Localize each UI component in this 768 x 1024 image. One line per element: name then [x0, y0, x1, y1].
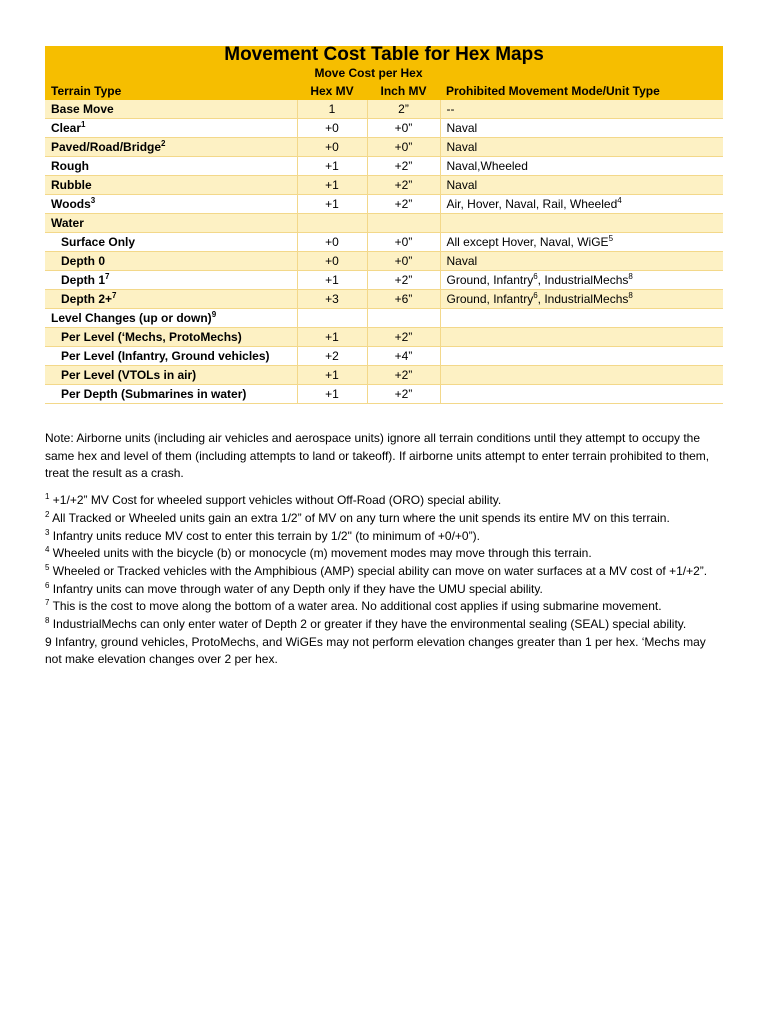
header-terrain: Terrain Type [45, 82, 297, 100]
column-header-row [45, 82, 723, 100]
terrain-cell: Per Depth (Submarines in water) [45, 385, 297, 404]
table-row [45, 290, 723, 309]
footnote: $^6$ Infantry units can move through water of any Depth only if they have the UMU special ability. [45, 580, 543, 596]
inch-mv-cell: +2” [367, 366, 440, 385]
notes-section [45, 430, 725, 669]
airborne-note: Note: Airborne units (including air vehicles and aerospace units) ignore all terrain conditions until they attempt to occupy the same hex and level of them (including attempts to land or takeoff). If airborne units attempt to enter terrain prohibited to them, treat the result as a crash. [45, 431, 710, 481]
footnotes-list [45, 492, 725, 634]
prohibited-cell [440, 385, 723, 404]
prohibited-cell: Naval [440, 252, 723, 271]
prohibited-cell: Air, Hover, Naval, Rail, Wheeled$^4$ [440, 195, 723, 214]
table-row [45, 176, 723, 195]
header-prohibited: Prohibited Movement Mode/Unit Type [440, 82, 723, 100]
inch-mv-cell: +2” [367, 271, 440, 290]
hex-mv-cell: +1 [297, 328, 367, 347]
hex-mv-cell: +2 [297, 347, 367, 366]
table-row [45, 309, 723, 328]
inch-mv-cell: +2” [367, 328, 440, 347]
inch-mv-cell: +0” [367, 138, 440, 157]
terrain-cell: Rubble [45, 176, 297, 195]
table-row [45, 271, 723, 290]
footnote: $^5$ Wheeled or Tracked vehicles with the Amphibious (AMP) special ability can move on water surfaces at a MV cost of +1/+2”. [45, 562, 708, 578]
hex-mv-cell: 1 [297, 100, 367, 119]
table-title: Movement Cost Table for Hex Maps [45, 46, 723, 64]
terrain-cell: Per Level (Infantry, Ground vehicles) [45, 347, 297, 366]
table-row [45, 385, 723, 404]
terrain-cell: Depth 0 [45, 252, 297, 271]
hex-mv-cell: +0 [297, 252, 367, 271]
terrain-cell: Paved/Road/Bridge$^2$ [45, 138, 297, 157]
terrain-cell: Per Level (VTOLs in air) [45, 366, 297, 385]
header-inch-mv: Inch MV [367, 82, 440, 100]
inch-mv-cell: +0” [367, 233, 440, 252]
group-header: Move Cost per Hex [297, 64, 440, 82]
inch-mv-cell: +2” [367, 176, 440, 195]
inch-mv-cell: +2” [367, 195, 440, 214]
movement-cost-table [45, 46, 723, 404]
inch-mv-cell: +0” [367, 252, 440, 271]
inch-mv-cell: +6” [367, 290, 440, 309]
terrain-cell: Depth 2+$^7$ [45, 290, 297, 309]
prohibited-cell: All except Hover, Naval, WiGE$^5$ [440, 233, 723, 252]
table [45, 46, 723, 404]
footnote: $^8$ IndustrialMechs can only enter water of Depth 2 or greater if they have the environmental sealing (SEAL) special ability. [45, 616, 687, 632]
table-row [45, 138, 723, 157]
terrain-cell: Level Changes (up or down)$^9$ [45, 309, 297, 328]
table-row [45, 252, 723, 271]
terrain-cell: Rough [45, 157, 297, 176]
inch-mv-cell [367, 214, 440, 233]
table-row [45, 366, 723, 385]
inch-mv-cell: 2” [367, 100, 440, 119]
hex-mv-cell: +0 [297, 119, 367, 138]
terrain-cell: Clear$^1$ [45, 119, 297, 138]
hex-mv-cell: +1 [297, 271, 367, 290]
prohibited-cell: -- [440, 100, 723, 119]
prohibited-cell [440, 366, 723, 385]
table-title-row [45, 46, 723, 64]
terrain-cell: Depth $1^7$ [45, 271, 297, 290]
prohibited-cell: Naval [440, 119, 723, 138]
footnote: $^2$ All Tracked or Wheeled units gain an extra 1/2” of MV on any turn where the unit spends its entire MV on this terrain. [45, 509, 670, 525]
table-row [45, 157, 723, 176]
inch-mv-cell: +2” [367, 385, 440, 404]
table-row [45, 100, 723, 119]
group-header-row [45, 64, 723, 82]
footnote-9: 9 Infantry, ground vehicles, ProtoMechs, and WiGEs may not perform elevation changes greater than 1 per hex. ‘Mechs may not make elevation changes over 2 per hex. [45, 634, 706, 667]
inch-mv-cell: +4” [367, 347, 440, 366]
hex-mv-cell: +0 [297, 233, 367, 252]
hex-mv-cell: +1 [297, 195, 367, 214]
hex-mv-cell: +1 [297, 176, 367, 195]
prohibited-cell: Naval,Wheeled [440, 157, 723, 176]
terrain-cell: Woods$^3$ [45, 195, 297, 214]
terrain-cell: Water [45, 214, 297, 233]
hex-mv-cell: +0 [297, 138, 367, 157]
prohibited-cell: Naval [440, 138, 723, 157]
prohibited-cell [440, 328, 723, 347]
table-row [45, 347, 723, 366]
prohibited-cell: Ground, Infantry$^6$, IndustrialMechs$^8$ [440, 290, 723, 309]
table-row [45, 214, 723, 233]
hex-mv-cell: +1 [297, 157, 367, 176]
table-row [45, 195, 723, 214]
header-hex-mv: Hex MV [297, 82, 367, 100]
footnote: $^7$ This is the cost to move along the bottom of a water area. No additional cost applies if using submarine movement. [45, 598, 662, 614]
footnote: $^4$ Wheeled units with the bicycle (b) or monocycle (m) movement modes may move through this terrain. [45, 545, 592, 561]
inch-mv-cell [367, 309, 440, 328]
terrain-cell: Surface Only [45, 233, 297, 252]
hex-mv-cell: +1 [297, 366, 367, 385]
prohibited-cell [440, 309, 723, 328]
hex-mv-cell: +1 [297, 385, 367, 404]
prohibited-cell: Naval [440, 176, 723, 195]
hex-mv-cell [297, 214, 367, 233]
table-row [45, 328, 723, 347]
inch-mv-cell: +2” [367, 157, 440, 176]
terrain-cell: Per Level (‘Mechs, ProtoMechs) [45, 328, 297, 347]
table-row [45, 233, 723, 252]
prohibited-cell: Ground, Infantry$^6$, IndustrialMechs$^8$ [440, 271, 723, 290]
prohibited-cell [440, 214, 723, 233]
footnote: $^1$ +1/+2” MV Cost for wheeled support vehicles without Off-Road (ORO) special ability. [45, 492, 502, 508]
table-row [45, 119, 723, 138]
prohibited-cell [440, 347, 723, 366]
terrain-cell: Base Move [45, 100, 297, 119]
hex-mv-cell [297, 309, 367, 328]
inch-mv-cell: +0” [367, 119, 440, 138]
hex-mv-cell: +3 [297, 290, 367, 309]
footnote: $^3$ Infantry units reduce MV cost to enter this terrain by 1/2" (to minimum of +0/+0”). [45, 527, 480, 543]
